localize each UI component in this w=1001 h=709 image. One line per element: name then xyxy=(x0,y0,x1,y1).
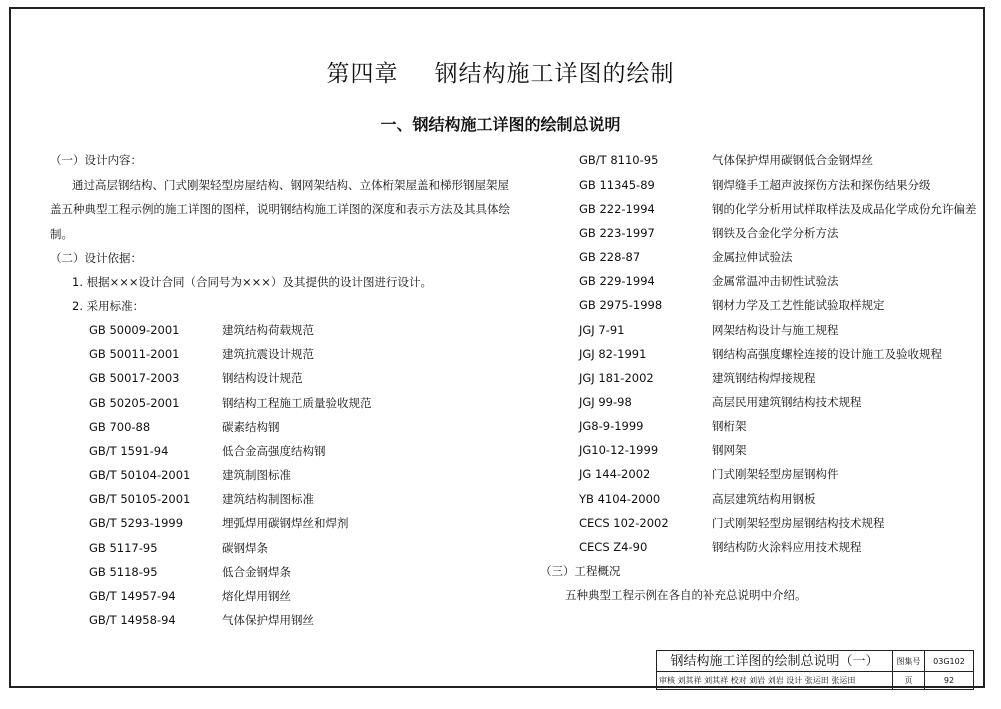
standard-name: 网架结构设计与施工规程 xyxy=(712,323,839,337)
heading-design-basis: （二）设计依据： xyxy=(50,251,142,265)
standard-name: 门式刚架轻型房屋钢构件 xyxy=(712,467,839,481)
standard-code: GB 228-87 xyxy=(579,250,641,264)
standard-code: YB 4104-2000 xyxy=(579,492,661,506)
standard-name: 建筑制图标准 xyxy=(222,468,291,482)
standard-code: JG8-9-1999 xyxy=(579,419,644,433)
standard-code: GB/T 5293-1999 xyxy=(89,516,184,530)
basis-item-1: 1. 根据×××设计合同（合同号为×××）及其提供的设计图进行设计。 xyxy=(72,275,432,289)
standard-code: GB/T 1591-94 xyxy=(89,444,169,458)
standard-name: 低合金钢焊条 xyxy=(222,565,291,579)
atlas-number-label: 图集号 xyxy=(893,651,925,672)
standard-name: 低合金高强度结构钢 xyxy=(222,444,326,458)
standard-code: JGJ 99-98 xyxy=(579,395,632,409)
standard-code: GB 5118-95 xyxy=(89,565,158,579)
page-number: 92 xyxy=(943,676,955,685)
standard-name: 高层民用建筑钢结构技术规程 xyxy=(712,395,862,409)
standard-code: GB/T 50105-2001 xyxy=(89,492,191,506)
standard-name: 高层建筑结构用钢板 xyxy=(712,492,816,506)
standard-name: 钢桁架 xyxy=(712,419,747,433)
atlas-number: 03G102 xyxy=(925,651,973,672)
standard-name: 钢的化学分析用试样取样法及成品化学成份允许偏差 xyxy=(712,202,977,216)
standard-code: GB/T 8110-95 xyxy=(579,153,659,167)
standard-name: 钢材力学及工艺性能试验取样规定 xyxy=(712,298,885,312)
paragraph-line: 通过高层钢结构、门式刚架轻型房屋结构、钢网架结构、立体桁架屋盖和梯形钢屋架屋 xyxy=(72,178,509,192)
standard-code: GB/T 14958-94 xyxy=(89,613,176,627)
project-overview-text: 五种典型工程示例在各自的补充总说明中介绍。 xyxy=(565,588,807,602)
standard-name: 钢结构防火涂料应用技术规程 xyxy=(712,540,862,554)
standard-code: GB 222-1994 xyxy=(579,202,655,216)
standard-code: GB 50009-2001 xyxy=(89,323,180,337)
chapter-number: 第四章 xyxy=(326,61,399,87)
standard-name: 钢结构工程施工质量验收规范 xyxy=(222,396,372,410)
standard-name: 建筑结构荷载规范 xyxy=(222,323,314,337)
heading-project-overview: （三）工程概况 xyxy=(540,564,621,578)
signature-row: 审核 刘其祥 刘其祥 校对 刘岩 刘岩 设计 张运田 张运田 xyxy=(657,672,893,689)
standard-name: 建筑钢结构焊接规程 xyxy=(712,371,816,385)
standard-code: GB 50011-2001 xyxy=(89,347,180,361)
standard-code: GB/T 14957-94 xyxy=(89,589,176,603)
standard-name: 钢铁及合金化学分析方法 xyxy=(712,226,839,240)
page-label: 页 xyxy=(893,672,925,689)
standard-code: JGJ 7-91 xyxy=(579,323,625,337)
standard-name: 碳钢焊条 xyxy=(222,541,268,555)
standard-name: 钢结构设计规范 xyxy=(222,371,303,385)
basis-item-2: 2. 采用标准： xyxy=(72,299,145,313)
title-block xyxy=(656,650,974,690)
standard-name: 气体保护焊用钢丝 xyxy=(222,613,314,627)
standard-name: 熔化焊用钢丝 xyxy=(222,589,291,603)
standard-code: GB 2975-1998 xyxy=(579,298,663,312)
drawing-title: 钢结构施工详图的绘制总说明（一） xyxy=(657,651,893,672)
standard-name: 埋弧焊用碳钢焊丝和焊剂 xyxy=(222,516,349,530)
standard-name: 金属常温冲击韧性试验法 xyxy=(712,274,839,288)
standard-code: GB 11345-89 xyxy=(579,178,655,192)
standard-name: 钢结构高强度螺栓连接的设计施工及验收规程 xyxy=(712,347,942,361)
standard-name: 碳素结构钢 xyxy=(222,420,280,434)
chapter-heading xyxy=(0,55,1001,88)
standard-name: 金属拉伸试验法 xyxy=(712,250,793,264)
standard-code: GB 229-1994 xyxy=(579,274,655,288)
standard-code: CECS Z4-90 xyxy=(579,540,648,554)
standard-name: 钢焊缝手工超声波探伤方法和探伤结果分级 xyxy=(712,178,931,192)
standard-code: JGJ 181-2002 xyxy=(579,371,654,385)
standard-code: GB 700-88 xyxy=(89,420,151,434)
standard-code: CECS 102-2002 xyxy=(579,516,669,530)
standard-code: JG10-12-1999 xyxy=(579,443,659,457)
standard-code: GB 5117-95 xyxy=(89,541,158,555)
paragraph-line: 制。 xyxy=(50,227,73,241)
chapter-title: 钢结构施工详图的绘制 xyxy=(434,61,675,87)
standard-name: 气体保护焊用碳钢低合金钢焊丝 xyxy=(712,153,873,167)
standard-name: 钢网架 xyxy=(712,443,747,457)
heading-design-content: （一）设计内容： xyxy=(50,153,142,167)
standard-code: JGJ 82-1991 xyxy=(579,347,647,361)
standard-code: GB 50205-2001 xyxy=(89,396,180,410)
standard-name: 门式刚架轻型房屋钢结构技术规程 xyxy=(712,516,885,530)
standard-name: 建筑抗震设计规范 xyxy=(222,347,314,361)
section-title: 一、钢结构施工详图的绘制总说明 xyxy=(380,115,621,134)
paragraph-line: 盖五种典型工程示例的施工详图的图样，说明钢结构施工详图的深度和表示方法及其具体绘 xyxy=(50,202,510,216)
standard-name: 建筑结构制图标准 xyxy=(222,492,314,506)
standard-code: JG 144-2002 xyxy=(579,467,651,481)
standard-code: GB 223-1997 xyxy=(579,226,655,240)
standard-code: GB 50017-2003 xyxy=(89,371,180,385)
standard-code: GB/T 50104-2001 xyxy=(89,468,191,482)
